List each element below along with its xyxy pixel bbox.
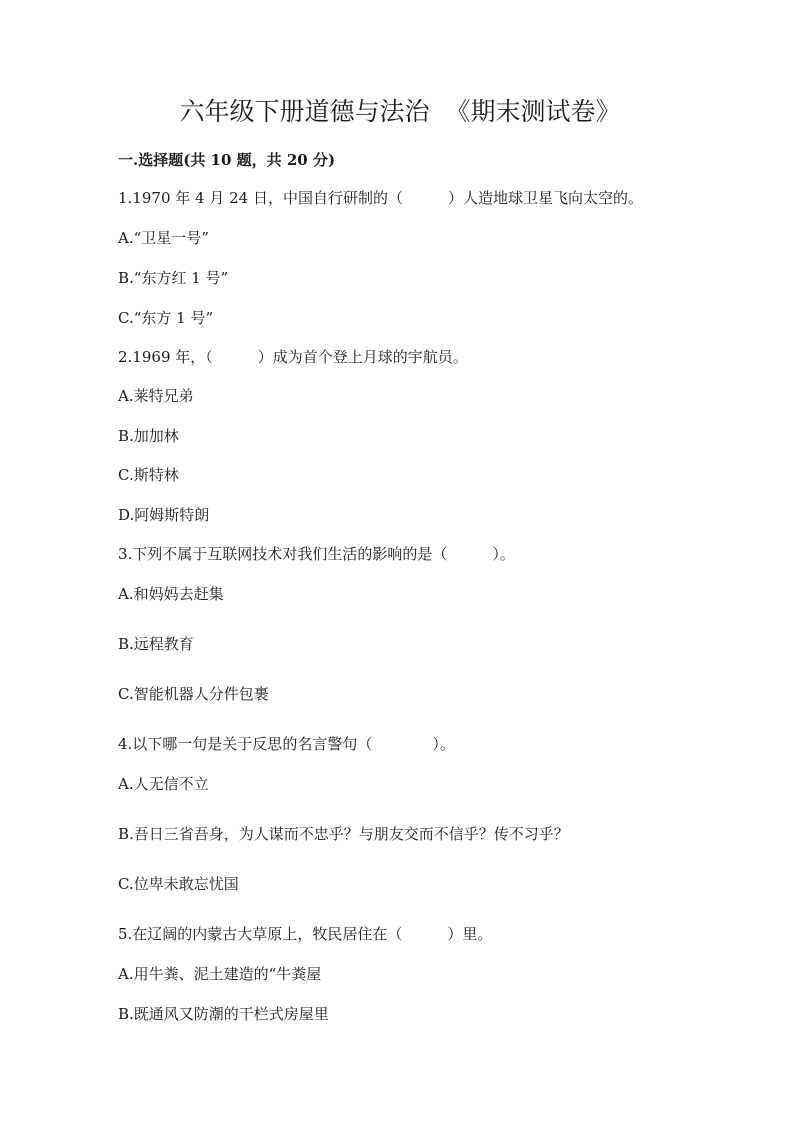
- question-option: C.智能机器人分件包裹: [118, 685, 269, 703]
- question-stem: 1.1970 年 4 月 24 日，中国自行研制的（ ）人造地球卫星飞向太空的。: [118, 189, 643, 207]
- question-option: C.“东方 1 号”: [118, 309, 214, 327]
- question-stem: 3.下列不属于互联网技术对我们生活的影响的是（ ）。: [118, 545, 515, 563]
- question-option: B.加加林: [118, 427, 179, 445]
- question-option: D.阿姆斯特朗: [118, 506, 210, 524]
- question-option: A.人无信不立: [118, 775, 209, 793]
- question-option: B.吾日三省吾身，为人谋而不忠乎？与朋友交而不信乎？传不习乎？: [118, 825, 569, 843]
- question-option: A.莱特兄弟: [118, 387, 194, 405]
- question-stem: 2.1969 年，（ ）成为首个登上月球的宇航员。: [118, 348, 468, 366]
- question-stem: 5.在辽阔的内蒙古大草原上，牧民居住在（ ）里。: [118, 925, 493, 943]
- question-option: A.和妈妈去赶集: [118, 585, 224, 603]
- question-option: B.“东方红 1 号”: [118, 269, 229, 287]
- section-heading: 一.选择题(共 10 题，共 20 分): [118, 151, 336, 169]
- question-option: C.斯特林: [118, 466, 179, 484]
- question-option: B.远程教育: [118, 635, 194, 653]
- question-option: A.用牛粪、泥土建造的“牛粪屋: [118, 965, 322, 983]
- question-option: A.“卫星一号”: [118, 229, 209, 247]
- question-option: B.既通风又防潮的干栏式房屋里: [118, 1005, 329, 1023]
- question-option: C.位卑未敢忘忧国: [118, 875, 239, 893]
- question-stem: 4.以下哪一句是关于反思的名言警句（ ）。: [118, 735, 455, 753]
- page-title: 六年级下册道德与法治 《期末测试卷》: [179, 97, 621, 126]
